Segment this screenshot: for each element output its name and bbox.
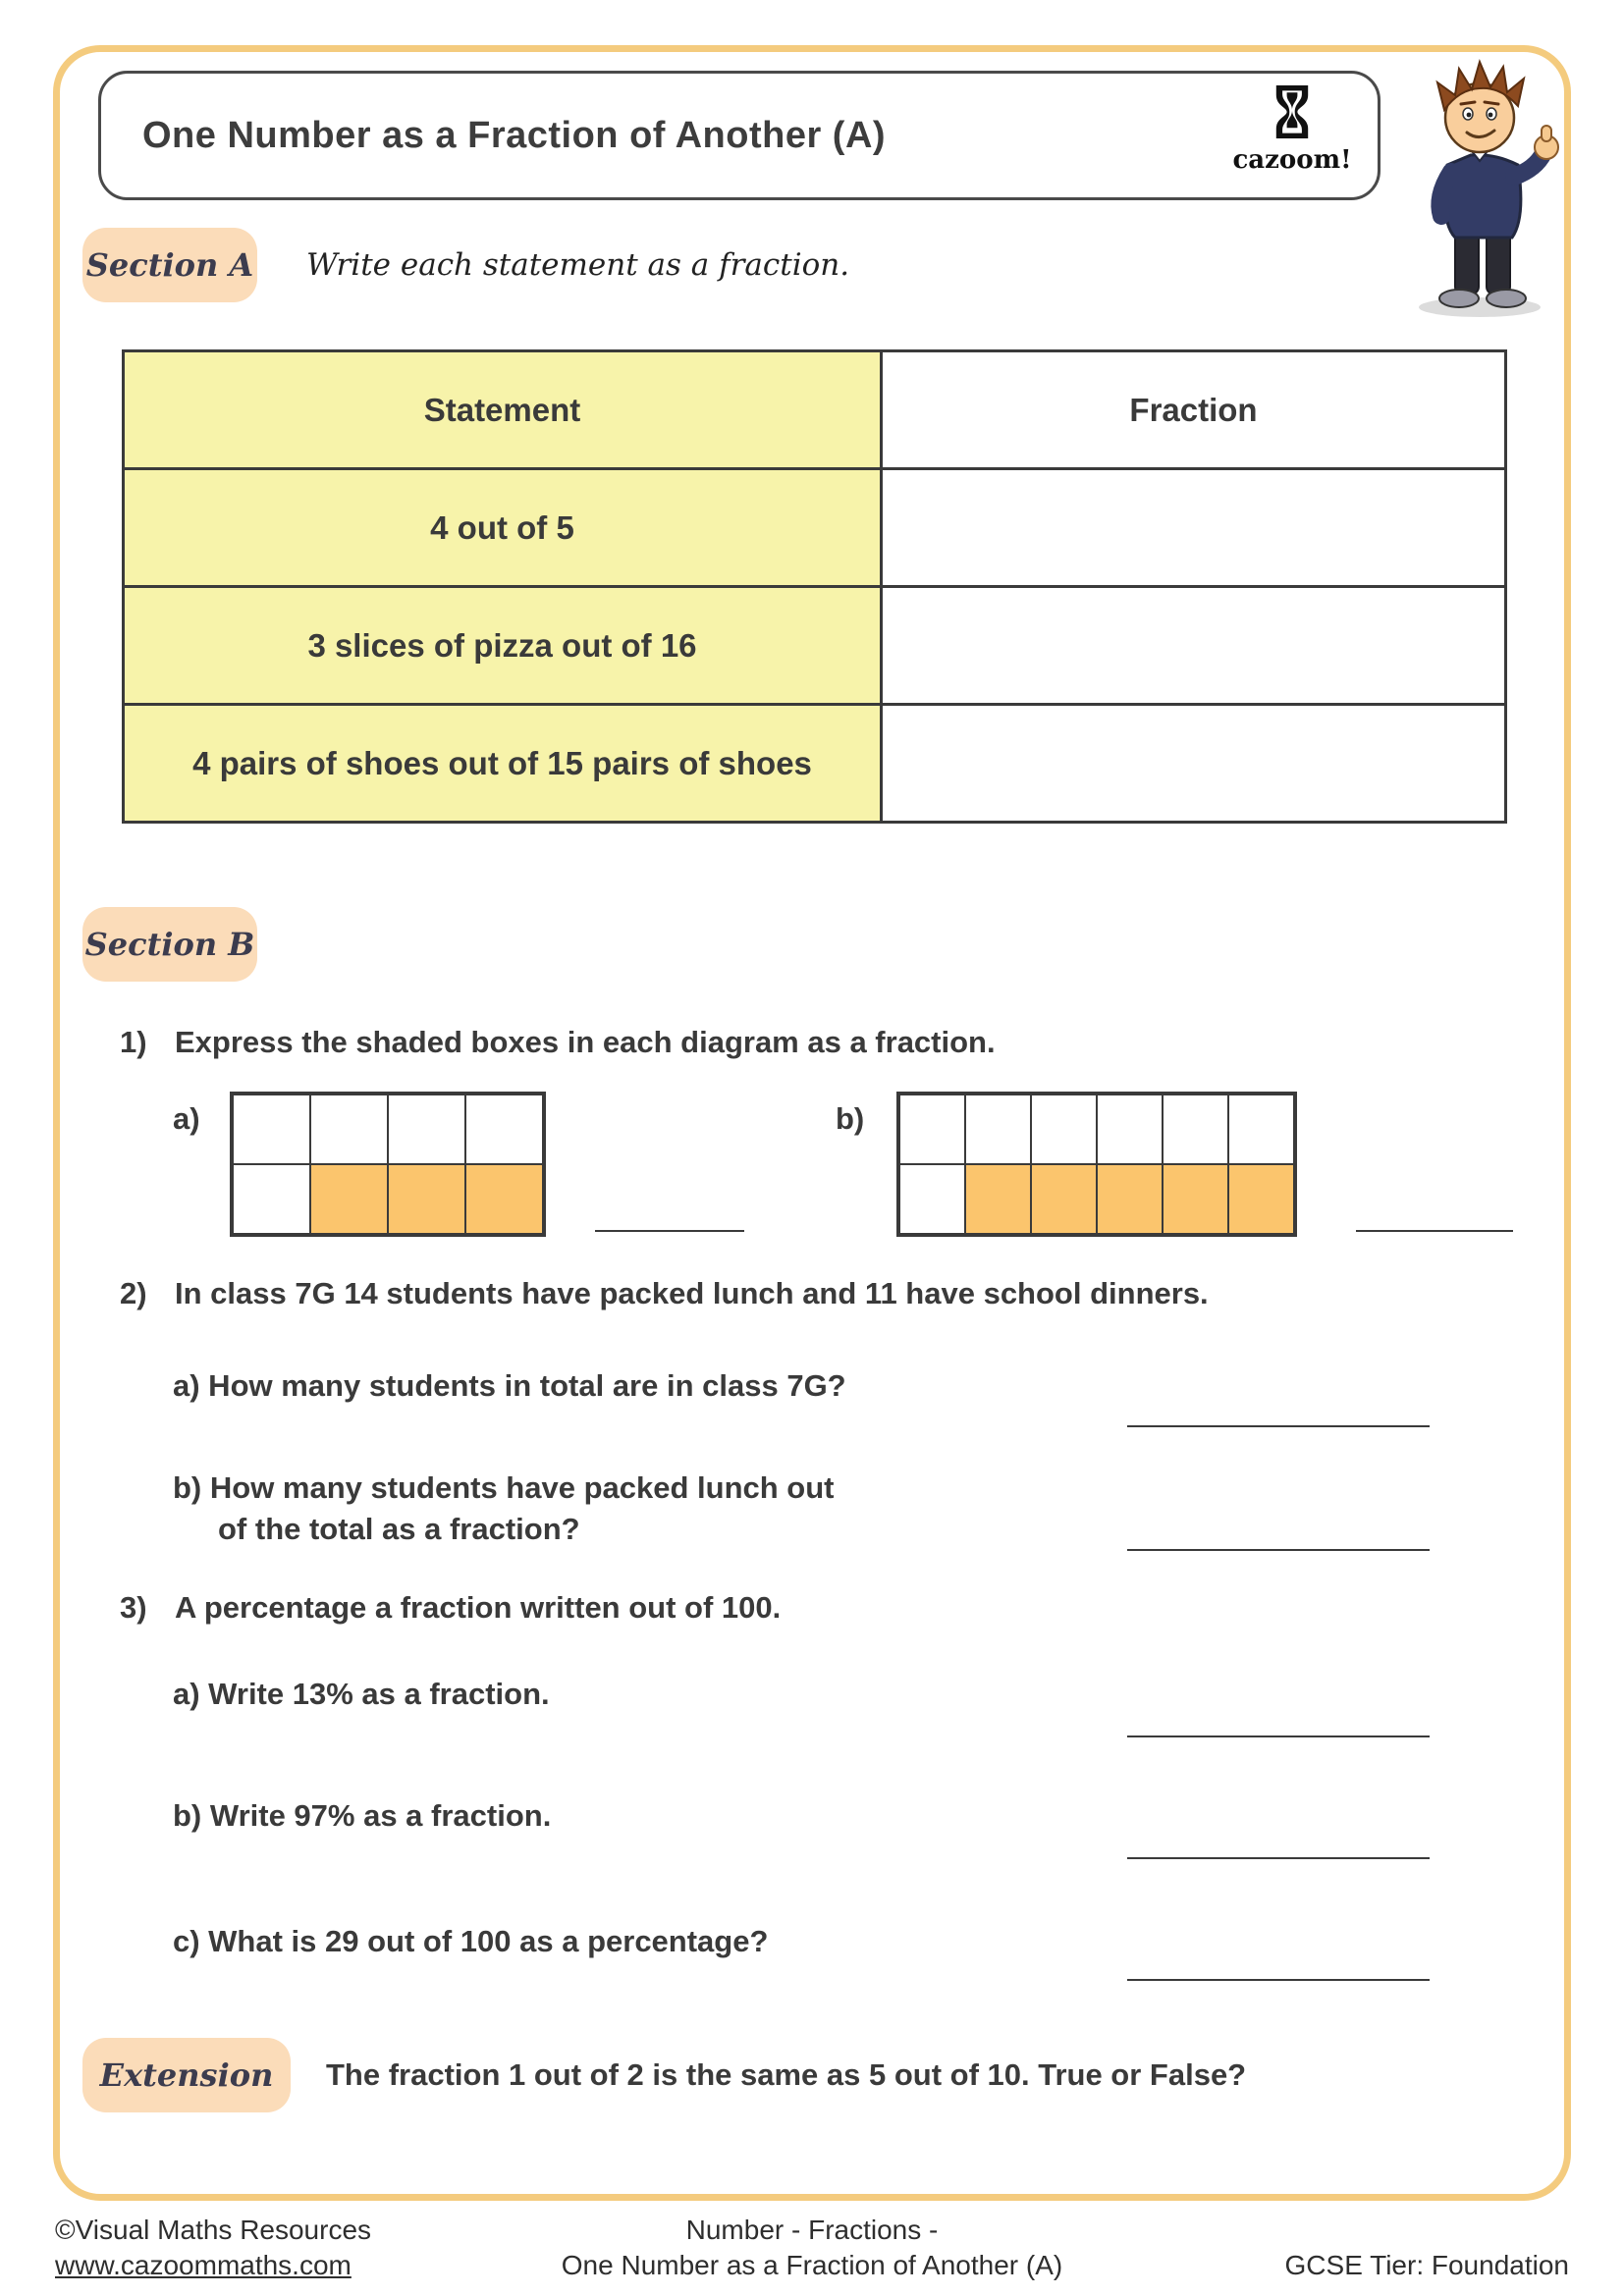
statement-cell: 4 pairs of shoes out of 15 pairs of shoes — [124, 705, 882, 823]
mascot-boy-thumbs-up — [1377, 49, 1583, 324]
answer-line-3a — [1127, 1735, 1430, 1737]
question-3c-text: c) What is 29 out of 100 as a percentage? — [173, 1924, 769, 1958]
section-a-instruction: Write each statement as a fraction. — [306, 247, 850, 283]
question-2a-text: a) How many students in total are in class 7G? — [173, 1368, 846, 1403]
shaded-cell — [1097, 1164, 1163, 1234]
question-1 — [120, 1025, 996, 1060]
unshaded-cell — [1097, 1095, 1163, 1164]
table-header-fraction: Fraction — [882, 351, 1506, 469]
unshaded-cell — [310, 1095, 388, 1164]
cazoom-logo-text: cazoom! — [1232, 145, 1352, 175]
answer-line-2b — [1127, 1549, 1430, 1551]
section-b-label: Section B — [82, 907, 257, 982]
table-row — [124, 587, 1506, 705]
title-box — [98, 71, 1380, 200]
question-1-number: 1) — [120, 1025, 147, 1059]
answer-line-2a — [1127, 1425, 1430, 1427]
question-1-text: Express the shaded boxes in each diagram as a fraction. — [175, 1025, 996, 1059]
answer-line-3c — [1127, 1979, 1430, 1981]
unshaded-cell — [1031, 1095, 1097, 1164]
unshaded-cell — [1228, 1095, 1294, 1164]
cazoom-hourglass-icon — [1266, 83, 1319, 140]
shaded-cell — [310, 1164, 388, 1234]
shaded-cell — [1031, 1164, 1097, 1234]
question-2b-text-line2: of the total as a fraction? — [218, 1512, 580, 1546]
shaded-cell — [465, 1164, 543, 1234]
answer-line-3b — [1127, 1857, 1430, 1859]
unshaded-cell — [233, 1164, 310, 1234]
fraction-answer-cell — [882, 705, 1506, 823]
diagram-b-grid — [896, 1092, 1297, 1237]
question-3-text: A percentage a fraction written out of 100. — [175, 1590, 782, 1625]
cazoom-logo — [1232, 83, 1352, 175]
question-2-text: In class 7G 14 students have packed lunch and 11 have school dinners. — [175, 1276, 1209, 1310]
question-2 — [120, 1276, 1209, 1311]
question-3 — [120, 1590, 781, 1626]
statement-fraction-table — [122, 349, 1507, 824]
extension-label: Extension — [82, 2038, 291, 2112]
shaded-cell — [1228, 1164, 1294, 1234]
extension-question: The fraction 1 out of 2 is the same as 5 out of 10. True or False? — [326, 2057, 1247, 2092]
unshaded-cell — [899, 1164, 965, 1234]
shaded-cell — [388, 1164, 465, 1234]
answer-line-1b — [1356, 1230, 1513, 1232]
question-2b-text-line1: b) How many students have packed lunch out — [173, 1470, 835, 1505]
table-row — [124, 469, 1506, 587]
footer-topic-line2: One Number as a Fraction of Another (A) — [561, 2250, 1063, 2280]
shaded-cell — [1163, 1164, 1228, 1234]
footer-website-link[interactable]: www.cazoommaths.com — [55, 2250, 352, 2280]
question-3-number: 3) — [120, 1590, 147, 1625]
table-row — [124, 705, 1506, 823]
unshaded-cell — [899, 1095, 965, 1164]
question-2-number: 2) — [120, 1276, 147, 1310]
unshaded-cell — [465, 1095, 543, 1164]
unshaded-cell — [965, 1095, 1031, 1164]
question-3b-text: b) Write 97% as a fraction. — [173, 1798, 552, 1833]
footer-tier: GCSE Tier: Foundation — [1284, 2250, 1569, 2280]
unshaded-cell — [233, 1095, 310, 1164]
unshaded-cell — [388, 1095, 465, 1164]
fraction-answer-cell — [882, 469, 1506, 587]
fraction-answer-cell — [882, 587, 1506, 705]
statement-cell: 3 slices of pizza out of 16 — [124, 587, 882, 705]
question-3a-text: a) Write 13% as a fraction. — [173, 1677, 550, 1711]
answer-line-1a — [595, 1230, 744, 1232]
page-title: One Number as a Fraction of Another (A) — [142, 114, 887, 156]
part-b-label: b) — [836, 1101, 865, 1136]
diagram-a-grid — [230, 1092, 546, 1237]
part-a-label: a) — [173, 1101, 200, 1136]
footer-topic-line1: Number - Fractions - — [685, 2215, 939, 2245]
unshaded-cell — [1163, 1095, 1228, 1164]
table-header-statement: Statement — [124, 351, 882, 469]
footer-copyright: ©Visual Maths Resources — [55, 2215, 372, 2245]
section-a-label: Section A — [82, 228, 257, 302]
table-header-row — [124, 351, 1506, 469]
statement-cell: 4 out of 5 — [124, 469, 882, 587]
shaded-cell — [965, 1164, 1031, 1234]
